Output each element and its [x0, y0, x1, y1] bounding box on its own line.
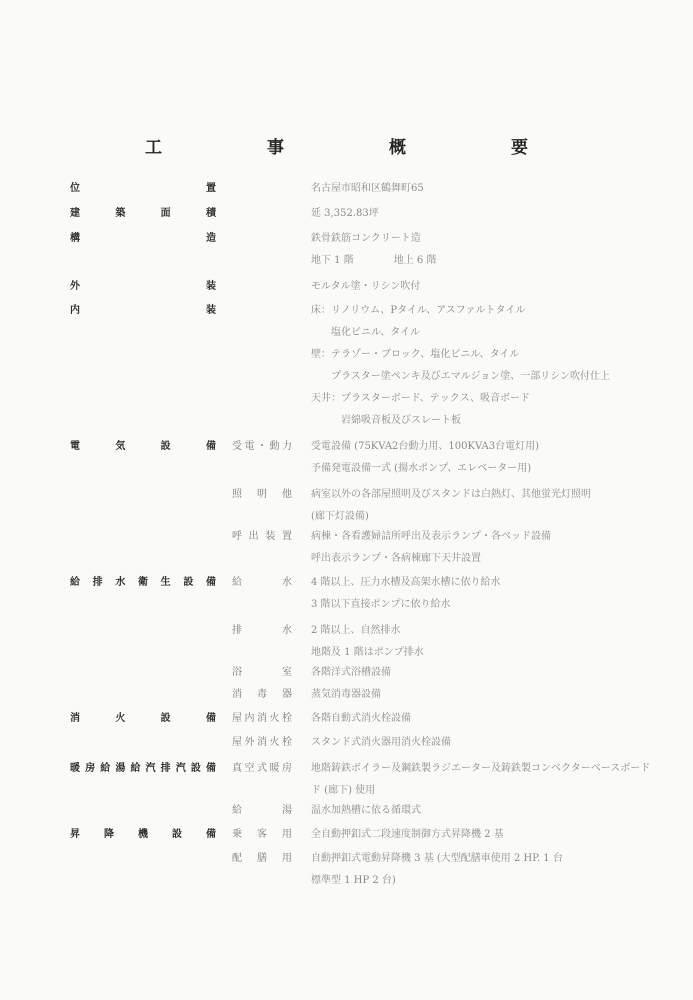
- spec-details: [311, 824, 651, 846]
- spec-detail-line: 病棟・各看護婦詰所呼出及表示ランプ・各ベッド設備: [311, 531, 551, 542]
- spec-detail-line: 全自動押釦式二段速度制御方式昇降機 2 基: [311, 829, 504, 840]
- spec-detail-line: 予備発電設備一式 (揚水ポンプ、エレベーター用): [311, 463, 532, 474]
- spec-subcategory: 乗客用: [232, 829, 292, 840]
- spec-subcategory: [232, 178, 292, 200]
- spec-category: [70, 800, 216, 822]
- spec-category: 暖房給湯給汽排汽設備: [70, 763, 216, 774]
- spec-subcategory: [232, 276, 292, 298]
- spec-detail-line: 塩化ビニル、タイル: [311, 327, 420, 338]
- spec-category: [70, 684, 216, 706]
- spec-subcategory: [232, 228, 292, 250]
- spec-details: [311, 436, 651, 480]
- spec-category: 外装: [70, 281, 216, 292]
- spec-details: [311, 620, 651, 664]
- spec-category: [70, 662, 216, 684]
- spec-details: [311, 732, 651, 754]
- spec-category: 建築面積: [70, 208, 216, 219]
- spec-subcategory: 屋外消火栓: [232, 737, 292, 748]
- spec-category: [70, 526, 216, 548]
- spec-detail-line: 病室以外の各部屋照明及びスタンドは白熱灯、其他蛍光灯照明: [311, 489, 591, 500]
- spec-subcategory: 給水: [232, 577, 292, 588]
- spec-detail-line: 鉄骨鉄筋コンクリート造: [311, 233, 421, 244]
- spec-category: [70, 484, 216, 506]
- spec-details: [311, 800, 651, 822]
- spec-detail-line: 天井：プラスターボード、テックス、吸音ボード: [311, 393, 530, 404]
- spec-category: [70, 732, 216, 754]
- spec-detail-line: 地階鋳鉄ボイラー及鋼鉄製ラジエーター及鋳鉄製コンベクターベースボード: [311, 763, 651, 774]
- spec-detail-line: 各階自動式消火栓設備: [311, 713, 411, 724]
- spec-subcategory: 屋内消火栓: [232, 713, 292, 724]
- spec-detail-line: 呼出表示ランプ・各病棟廊下天井設置: [311, 553, 481, 564]
- spec-subcategory: 照明他: [232, 489, 292, 500]
- spec-detail-line: 名古屋市昭和区鶴舞町65: [311, 183, 424, 194]
- spec-subcategory: 呼出装置: [232, 531, 292, 542]
- spec-detail-line: 地下 1 階 地上 6 階: [311, 255, 437, 266]
- spec-detail-line: プラスター塗ペンキ及びエマルジョン塗、一部リシン吹付仕上: [311, 371, 610, 382]
- spec-category: 給排水衛生設備: [70, 577, 216, 588]
- spec-subcategory: 受電・動力: [232, 441, 292, 452]
- spec-subcategory: [232, 203, 292, 225]
- spec-details: [311, 662, 651, 684]
- spec-detail-line: (廊下灯設備): [311, 511, 369, 522]
- spec-details: [311, 708, 651, 730]
- spec-detail-line: 延 3,352.83坪: [311, 208, 379, 219]
- spec-category: [70, 620, 216, 642]
- spec-details: [311, 572, 651, 616]
- spec-detail-line: 4 階以上、圧力水槽及高架水槽に依り給水: [311, 577, 501, 588]
- spec-subcategory: 排水: [232, 625, 292, 636]
- spec-subcategory: 給湯: [232, 805, 292, 816]
- spec-details: [311, 228, 651, 272]
- spec-category: [70, 848, 216, 870]
- spec-detail-line: 蒸気消毒器設備: [311, 689, 381, 700]
- spec-detail-line: 受電設備 (75KVA2台動力用、100KVA3台電灯用): [311, 441, 539, 452]
- spec-category: 位置: [70, 183, 216, 194]
- spec-detail-line: 床：リノリウム、Pタイル、アスファルトタイル: [311, 305, 526, 316]
- spec-detail-line: 自動押釦式電動昇降機 3 基 (大型配膳車使用 2 HP. 1 台: [311, 853, 563, 864]
- spec-category: 内装: [70, 305, 216, 316]
- spec-details: [311, 276, 651, 298]
- page-title: 工 事 概 要: [145, 138, 572, 158]
- spec-detail-line: 岩綿吸音板及びスレート板: [311, 415, 461, 426]
- spec-detail-line: スタンド式消火器用消火栓設備: [311, 737, 451, 748]
- spec-detail-line: 壁：テラゾー・ブロック、塩化ビニル、タイル: [311, 349, 520, 360]
- spec-details: [311, 848, 651, 892]
- spec-category: 電気設備: [70, 441, 216, 452]
- spec-detail-line: 各階洋式浴槽設備: [311, 667, 391, 678]
- spec-details: [311, 684, 651, 706]
- spec-detail-line: 地階及 1 階はポンプ排水: [311, 647, 424, 658]
- spec-detail-line: 標準型 1 HP 2 台): [311, 875, 396, 886]
- spec-category: 消火設備: [70, 713, 216, 724]
- spec-category: 昇降機設備: [70, 829, 216, 840]
- spec-details: [311, 526, 651, 570]
- spec-detail-line: 温水加熱槽に依る循環式: [311, 805, 421, 816]
- spec-detail-line: モルタル塗・リシン吹付: [311, 281, 421, 292]
- spec-detail-line: 2 階以上、自然排水: [311, 625, 401, 636]
- spec-subcategory: 真空式暖房: [232, 763, 292, 774]
- spec-details: [311, 484, 651, 528]
- spec-detail-line: 3 階以下直接ポンプに依り給水: [311, 599, 451, 610]
- spec-subcategory: 消毒器: [232, 689, 292, 700]
- spec-details: [311, 300, 651, 432]
- spec-subcategory: 配膳用: [232, 853, 292, 864]
- spec-detail-line: ド (廊下) 使用: [311, 785, 376, 796]
- spec-category: 構造: [70, 233, 216, 244]
- spec-details: [311, 203, 651, 225]
- spec-details: [311, 178, 651, 200]
- spec-subcategory: 浴室: [232, 667, 292, 678]
- spec-details: [311, 758, 651, 802]
- spec-subcategory: [232, 300, 292, 322]
